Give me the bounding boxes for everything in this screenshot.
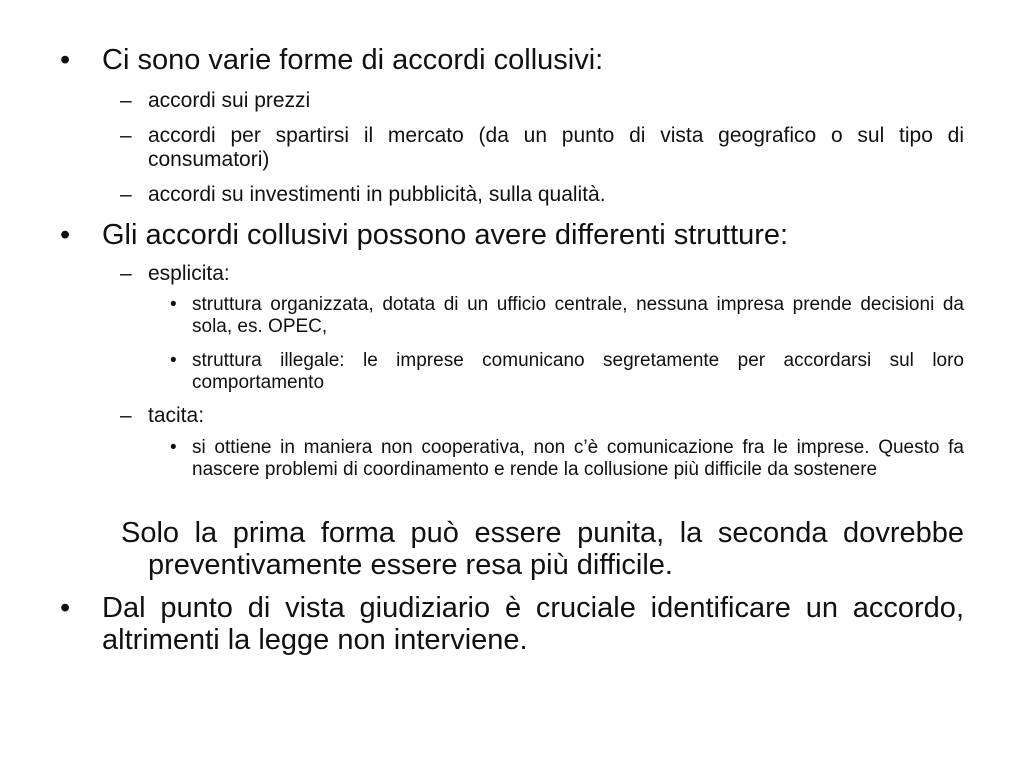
- bullet-marker: •: [60, 592, 71, 624]
- dash-marker: –: [120, 124, 132, 147]
- sub-sub-bullet-item: [170, 437, 964, 481]
- sub-bullet-text: accordi sui prezzi: [148, 89, 311, 112]
- dash-marker: –: [120, 404, 132, 427]
- bullet-marker: •: [60, 219, 71, 251]
- dash-marker: –: [120, 89, 132, 112]
- bullet-item: [60, 219, 964, 251]
- sub-bullet-text: accordi per spartirsi il mercato (da un punto di vista geografico o sul tipo di consumatori): [148, 124, 964, 171]
- bullet-marker: •: [60, 44, 71, 76]
- bullet-text: Ci sono varie forme di accordi collusivi:: [102, 44, 604, 76]
- sub-bullet-text: tacita:: [148, 404, 205, 427]
- sub-sub-bullet-item: [170, 294, 964, 338]
- bullet-item: [60, 44, 964, 76]
- sub-bullet-item: [120, 404, 964, 428]
- sub-sub-bullet-item: [170, 350, 964, 394]
- bullet-text: Gli accordi collusivi possono avere differenti strutture:: [102, 219, 789, 251]
- sub-bullet-item: [120, 183, 964, 207]
- sub-bullet-item: [120, 262, 964, 286]
- note-text: Solo la prima forma può essere punita, la seconda dovrebbe preventivamente essere resa più difficile.: [121, 517, 964, 582]
- sub-bullet-item: [120, 124, 964, 171]
- bullet-marker: •: [170, 294, 177, 315]
- bullet-marker: •: [170, 437, 177, 458]
- sub-sub-bullet-text: struttura organizzata, dotata di un ufficio centrale, nessuna impresa prende decisioni da sola, es. OPEC,: [192, 294, 964, 338]
- bullet-marker: •: [170, 350, 177, 371]
- sub-bullet-text: esplicita:: [148, 262, 230, 285]
- sub-bullet-text: accordi su investimenti in pubblicità, sulla qualità.: [148, 183, 606, 206]
- sub-sub-bullet-text: struttura illegale: le imprese comunicano segretamente per accordarsi sul loro comportamento: [192, 350, 964, 394]
- sub-bullet-item: [120, 89, 964, 113]
- dash-marker: –: [120, 262, 132, 285]
- dash-marker: –: [120, 183, 132, 206]
- note-paragraph: [121, 517, 964, 582]
- bullet-text: Dal punto di vista giudiziario è cruciale identificare un accordo, altrimenti la legge non interviene.: [102, 592, 964, 657]
- bullet-item: [60, 592, 964, 657]
- sub-sub-bullet-text: si ottiene in maniera non cooperativa, non c’è comunicazione fra le imprese. Questo fa nascere problemi di coordinamento e rende la collusione più difficile da sostenere: [192, 437, 964, 481]
